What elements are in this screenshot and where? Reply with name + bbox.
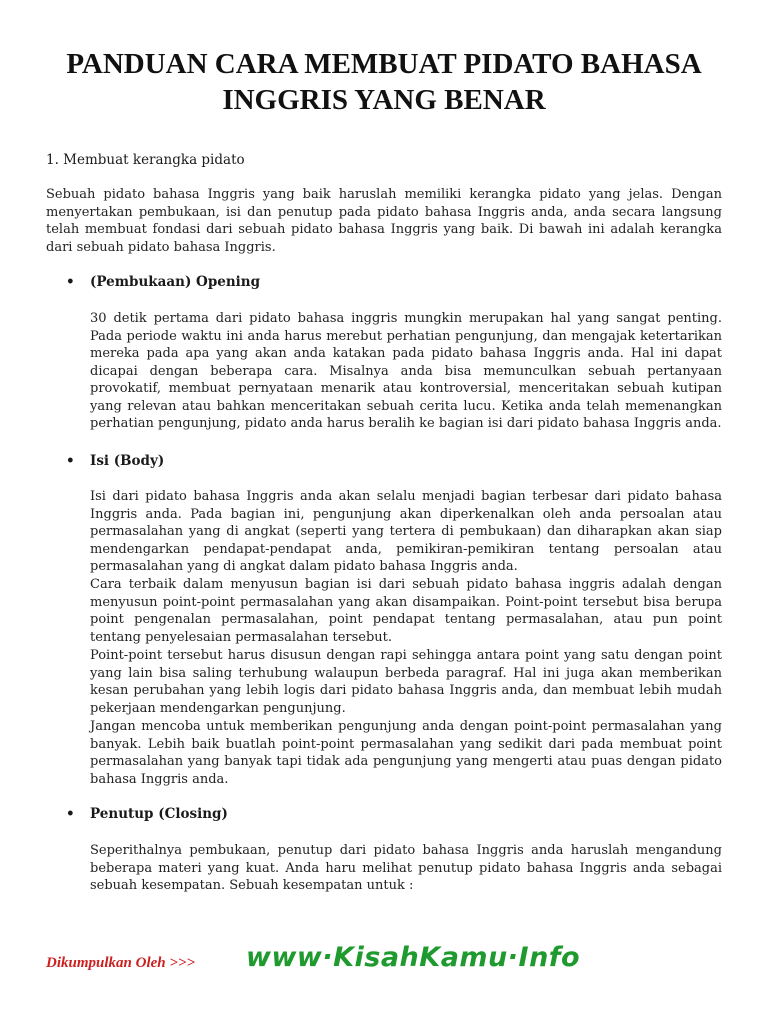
footer-collected-by: Dikumpulkan Oleh >>> <box>46 955 196 971</box>
page-title: PANDUAN CARA MEMBUAT PIDATO BAHASA INGGRIS YANG BENAR <box>66 48 702 116</box>
bullet-body <box>66 453 164 469</box>
opening-paragraph: 30 detik pertama dari pidato bahasa inggris mungkin merupakan hal yang sangat penting. Pada periode waktu ini anda harus merebut perhatian pengunjung, dan mengajak ketertarikan mereka pada apa yang akan anda katakan pada pidato bahasa Inggris anda. Hal ini dapat dicapai dengan beberapa cara. Misalnya anda bisa memunculkan sebuah pertanyaan provokatif, membuat pernyataan menarik atau kontroversial, menceritakan sebuah kutipan yang relevan atau bahkan menceritakan sebuah cerita lucu. Ketika anda telah memenangkan perhatian pengunjung, pidato anda harus beralih ke bagian isi dari pidato bahasa Inggris anda. <box>90 311 722 431</box>
bullet-opening <box>66 274 260 290</box>
footer-website-link[interactable]: www·KisahKamu·Info <box>246 942 581 973</box>
body-paragraph-3: Point-point tersebut harus disusun dengan rapi sehingga antara point yang satu dengan point yang lain bisa saling terhubung walaupun berbeda paragraf. Hal ini juga akan memberikan kesan perubahan yang lebih logis dari pidato bahasa Inggris anda, dan membuat lebih mudah pekerjaan mendengarkan pengunjung. <box>90 648 722 716</box>
bullet-closing-label: Penutup (Closing) <box>90 806 228 822</box>
bullet-closing <box>66 806 228 822</box>
body-paragraph-2: Cara terbaik dalam menyusun bagian isi dari sebuah pidato bahasa inggris adalah dengan menyusun point-point permasalahan yang akan disampaikan. Point-point tersebut bisa berupa point pengenalan permasalahan, point pendapat tentang permasalahan, atau pun point tentang penyelesaian permasalahan tersebut. <box>90 577 722 645</box>
bullet-dot-icon: • <box>66 806 75 822</box>
section-heading: 1. Membuat kerangka pidato <box>46 152 245 168</box>
body-paragraph-4: Jangan mencoba untuk memberikan pengunjung anda dengan point-point permasalahan yang banyak. Lebih baik buatlah point-point permasalahan yang sedikit dari pada membuat point permasalahan yang banyak tapi tidak ada pengunjung yang mengerti atau puas dengan pidato bahasa Inggris anda. <box>90 719 722 787</box>
bullet-dot-icon: • <box>66 274 75 290</box>
bullet-opening-label: (Pembukaan) Opening <box>90 274 261 290</box>
bullet-dot-icon: • <box>66 453 75 469</box>
closing-paragraph: Seperithalnya pembukaan, penutup dari pidato bahasa Inggris anda haruslah mengandung beberapa materi yang kuat. Anda haru melihat penutup pidato bahasa Inggris anda sebagai sebuah kesempatan. Sebuah kesempatan untuk : <box>90 843 722 893</box>
intro-paragraph: Sebuah pidato bahasa Inggris yang baik haruslah memiliki kerangka pidato yang jelas. Dengan menyertakan pembukaan, isi dan penutup pada pidato bahasa Inggris anda, anda secara langsung telah membuat fondasi dari sebuah pidato bahasa Inggris yang baik. Di bawah ini adalah kerangka dari sebuah pidato bahasa Inggris. <box>46 187 722 255</box>
bullet-body-label: Isi (Body) <box>90 453 165 469</box>
body-paragraph-1: Isi dari pidato bahasa Inggris anda akan selalu menjadi bagian terbesar dari pidato bahasa Inggris anda. Pada bagian ini, pengunjung akan diperkenalkan oleh anda persoalan atau permasalahan yang di angkat (seperti yang tertera di pembukaan) dan diharapkan akan siap mendengarkan pendapat-pendapat anda, pemikiran-pemikiran tentang persoalan atau permasalahan yang di angkat dalam pidato bahasa Inggris anda. <box>90 489 722 574</box>
